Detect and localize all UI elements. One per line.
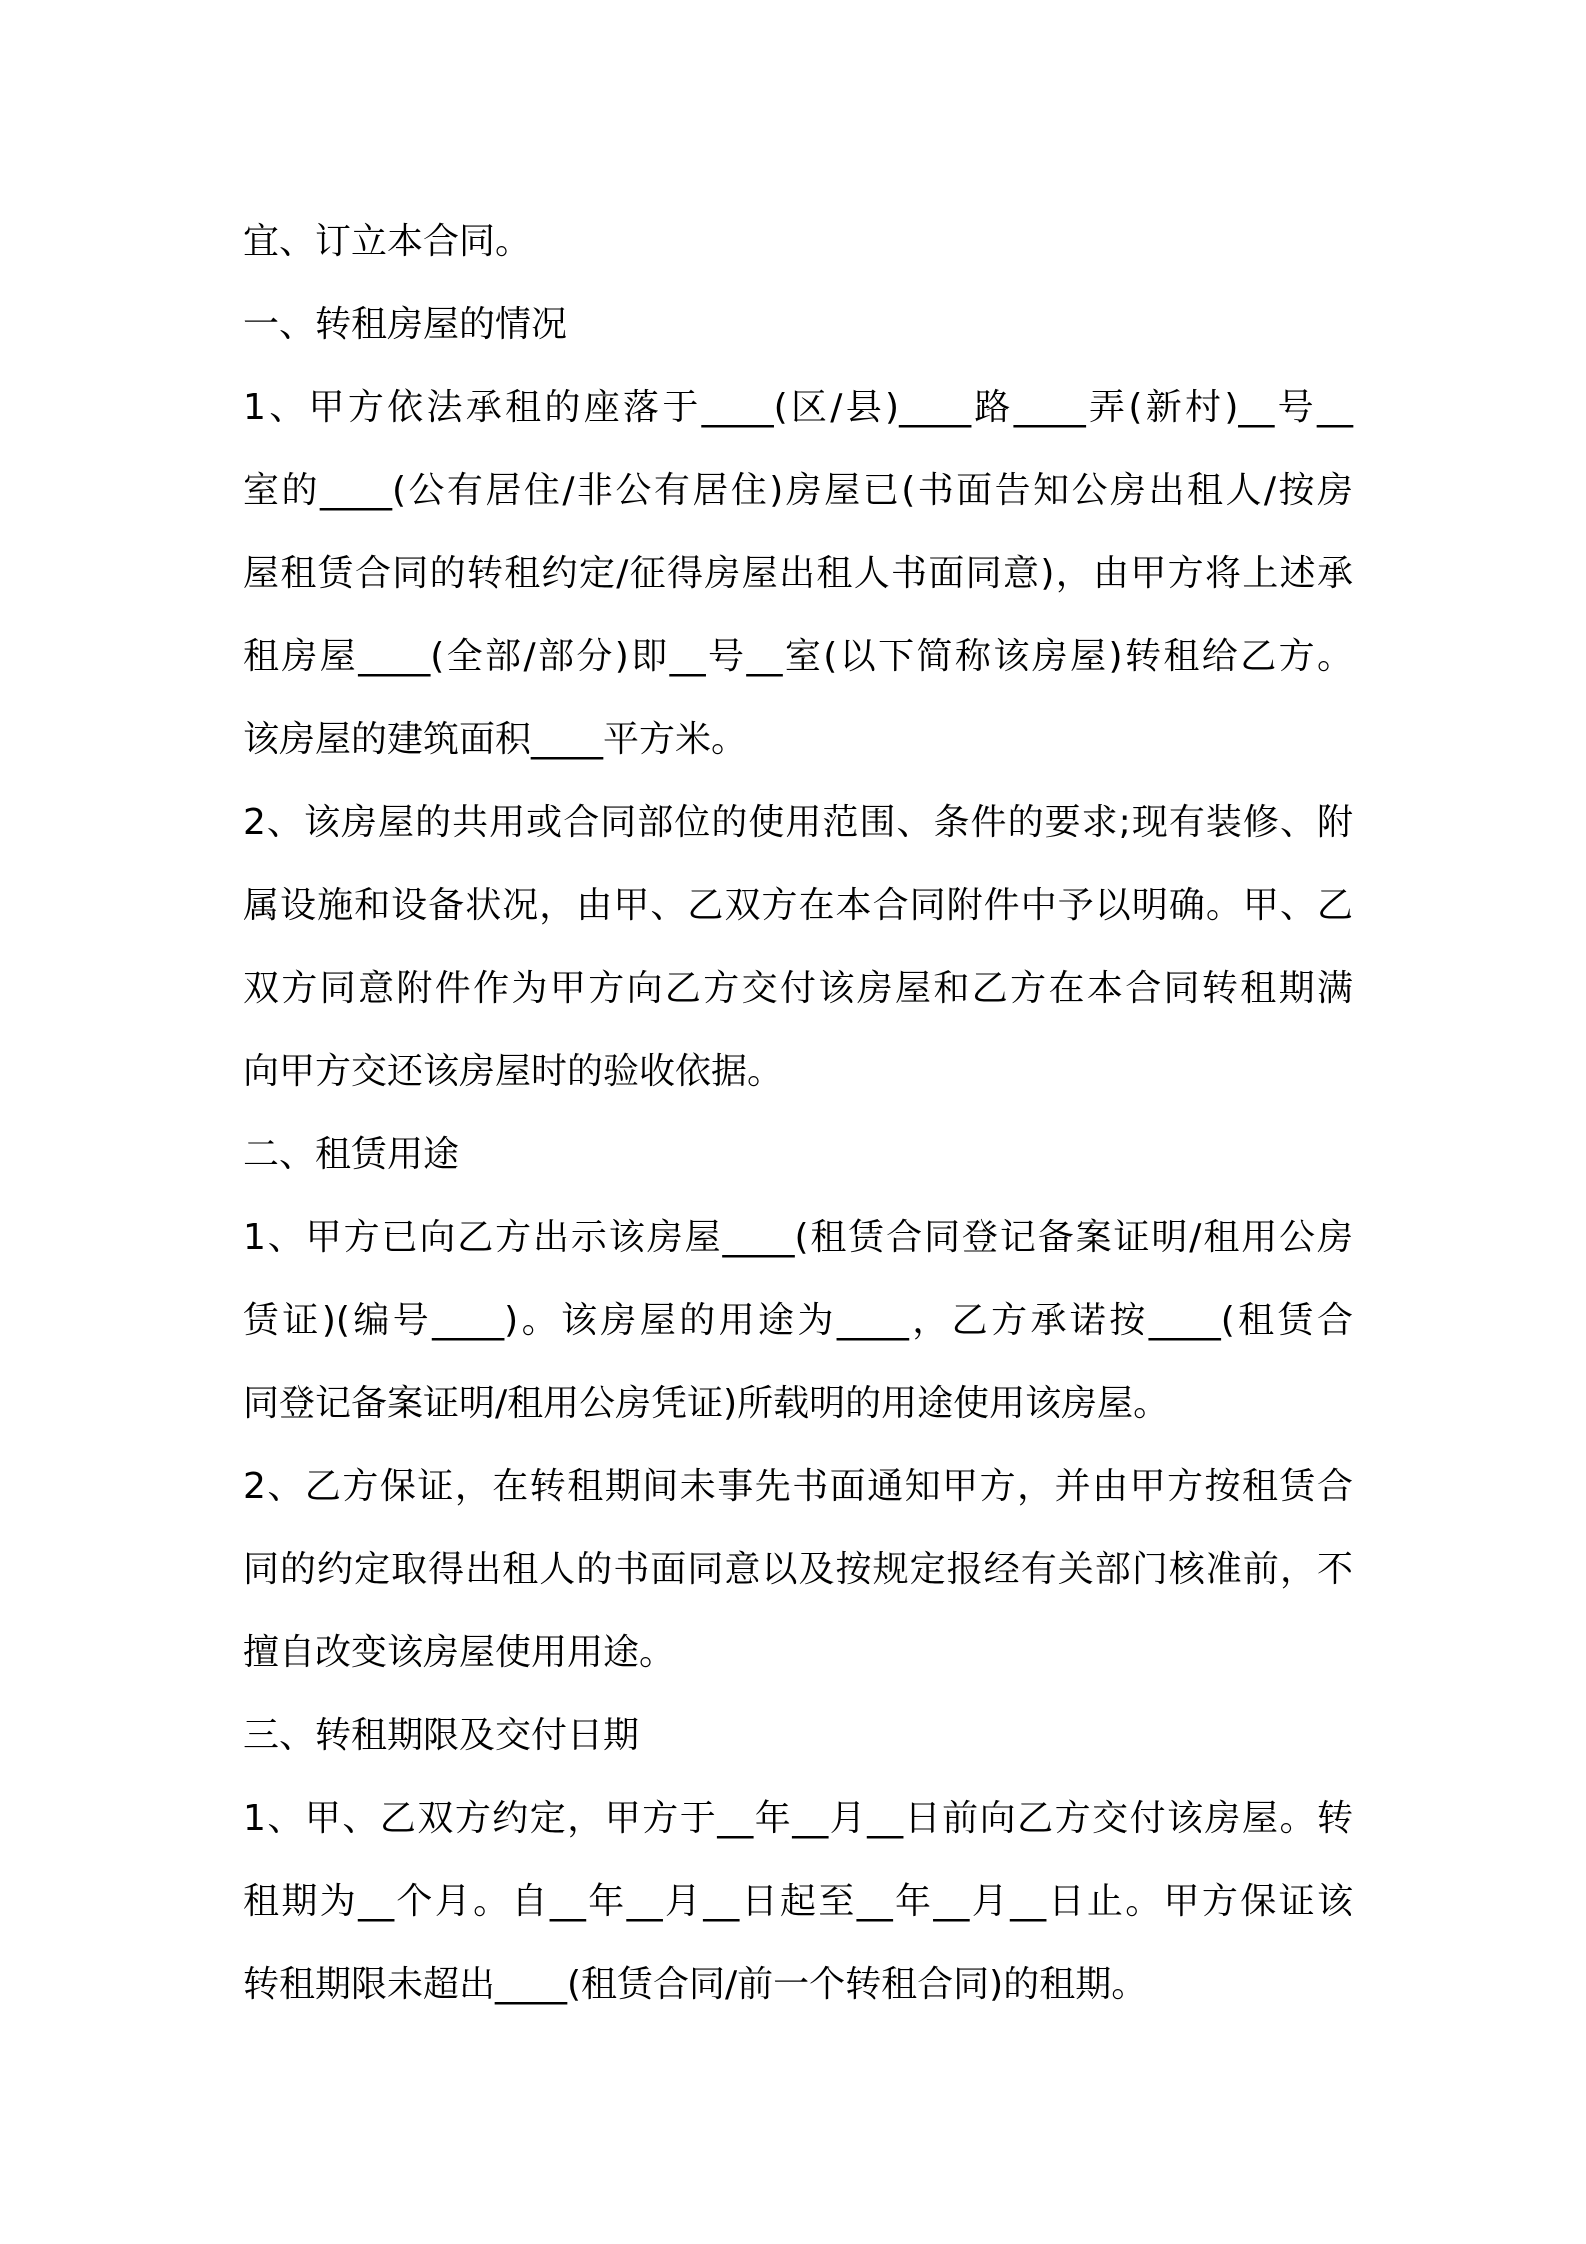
text-line: 1、甲方依法承租的座落于____(区/县)____路____弄(新村)__号__ (243, 387, 1353, 428)
text-line: 1、甲、乙双方约定，甲方于__年__月__日前向乙方交付该房屋。转 (243, 1798, 1353, 1839)
text-line: 同的约定取得出租人的书面同意以及按规定报经有关部门核准前，不 (243, 1549, 1353, 1590)
text-line: 同登记备案证明/租用公房凭证)所载明的用途使用该房屋。 (243, 1383, 1170, 1424)
section-heading: 二、租赁用途 (243, 1134, 460, 1175)
text-line: 擅自改变该房屋使用用途。 (243, 1632, 676, 1673)
document-page (243, 200, 1353, 2026)
text-line: 2、乙方保证，在转租期间未事先书面通知甲方，并由甲方按租赁合 (243, 1466, 1353, 1507)
text-line: 向甲方交还该房屋时的验收依据。 (243, 1051, 784, 1092)
text-line: 室的____(公有居住/非公有居住)房屋已(书面告知公房出租人/按房 (243, 470, 1353, 511)
text-line: 属设施和设备状况，由甲、乙双方在本合同附件中予以明确。甲、乙 (243, 885, 1353, 926)
text-line: 1、甲方已向乙方出示该房屋____(租赁合同登记备案证明/租用公房 (243, 1217, 1353, 1258)
section-heading: 三、转租期限及交付日期 (243, 1715, 640, 1756)
text-line: 租期为__个月。自__年__月__日起至__年__月__日止。甲方保证该 (243, 1881, 1353, 1922)
text-line: 屋租赁合同的转租约定/征得房屋出租人书面同意)，由甲方将上述承 (243, 553, 1353, 594)
section-heading: 一、转租房屋的情况 (243, 304, 568, 345)
text-line: 2、该房屋的共用或合同部位的使用范围、条件的要求;现有装修、附 (243, 802, 1353, 843)
text-line: 该房屋的建筑面积____平方米。 (243, 719, 748, 760)
text-line: 赁证)(编号____)。该房屋的用途为____，乙方承诺按____(租赁合 (243, 1300, 1353, 1341)
text-line: 双方同意附件作为甲方向乙方交付该房屋和乙方在本合同转租期满 (243, 968, 1353, 1009)
text-line: 租房屋____(全部/部分)即__号__室(以下简称该房屋)转租给乙方。 (243, 636, 1353, 677)
text-line: 宜、订立本合同。 (243, 221, 532, 262)
text-line: 转租期限未超出____(租赁合同/前一个转租合同)的租期。 (243, 1964, 1148, 2005)
